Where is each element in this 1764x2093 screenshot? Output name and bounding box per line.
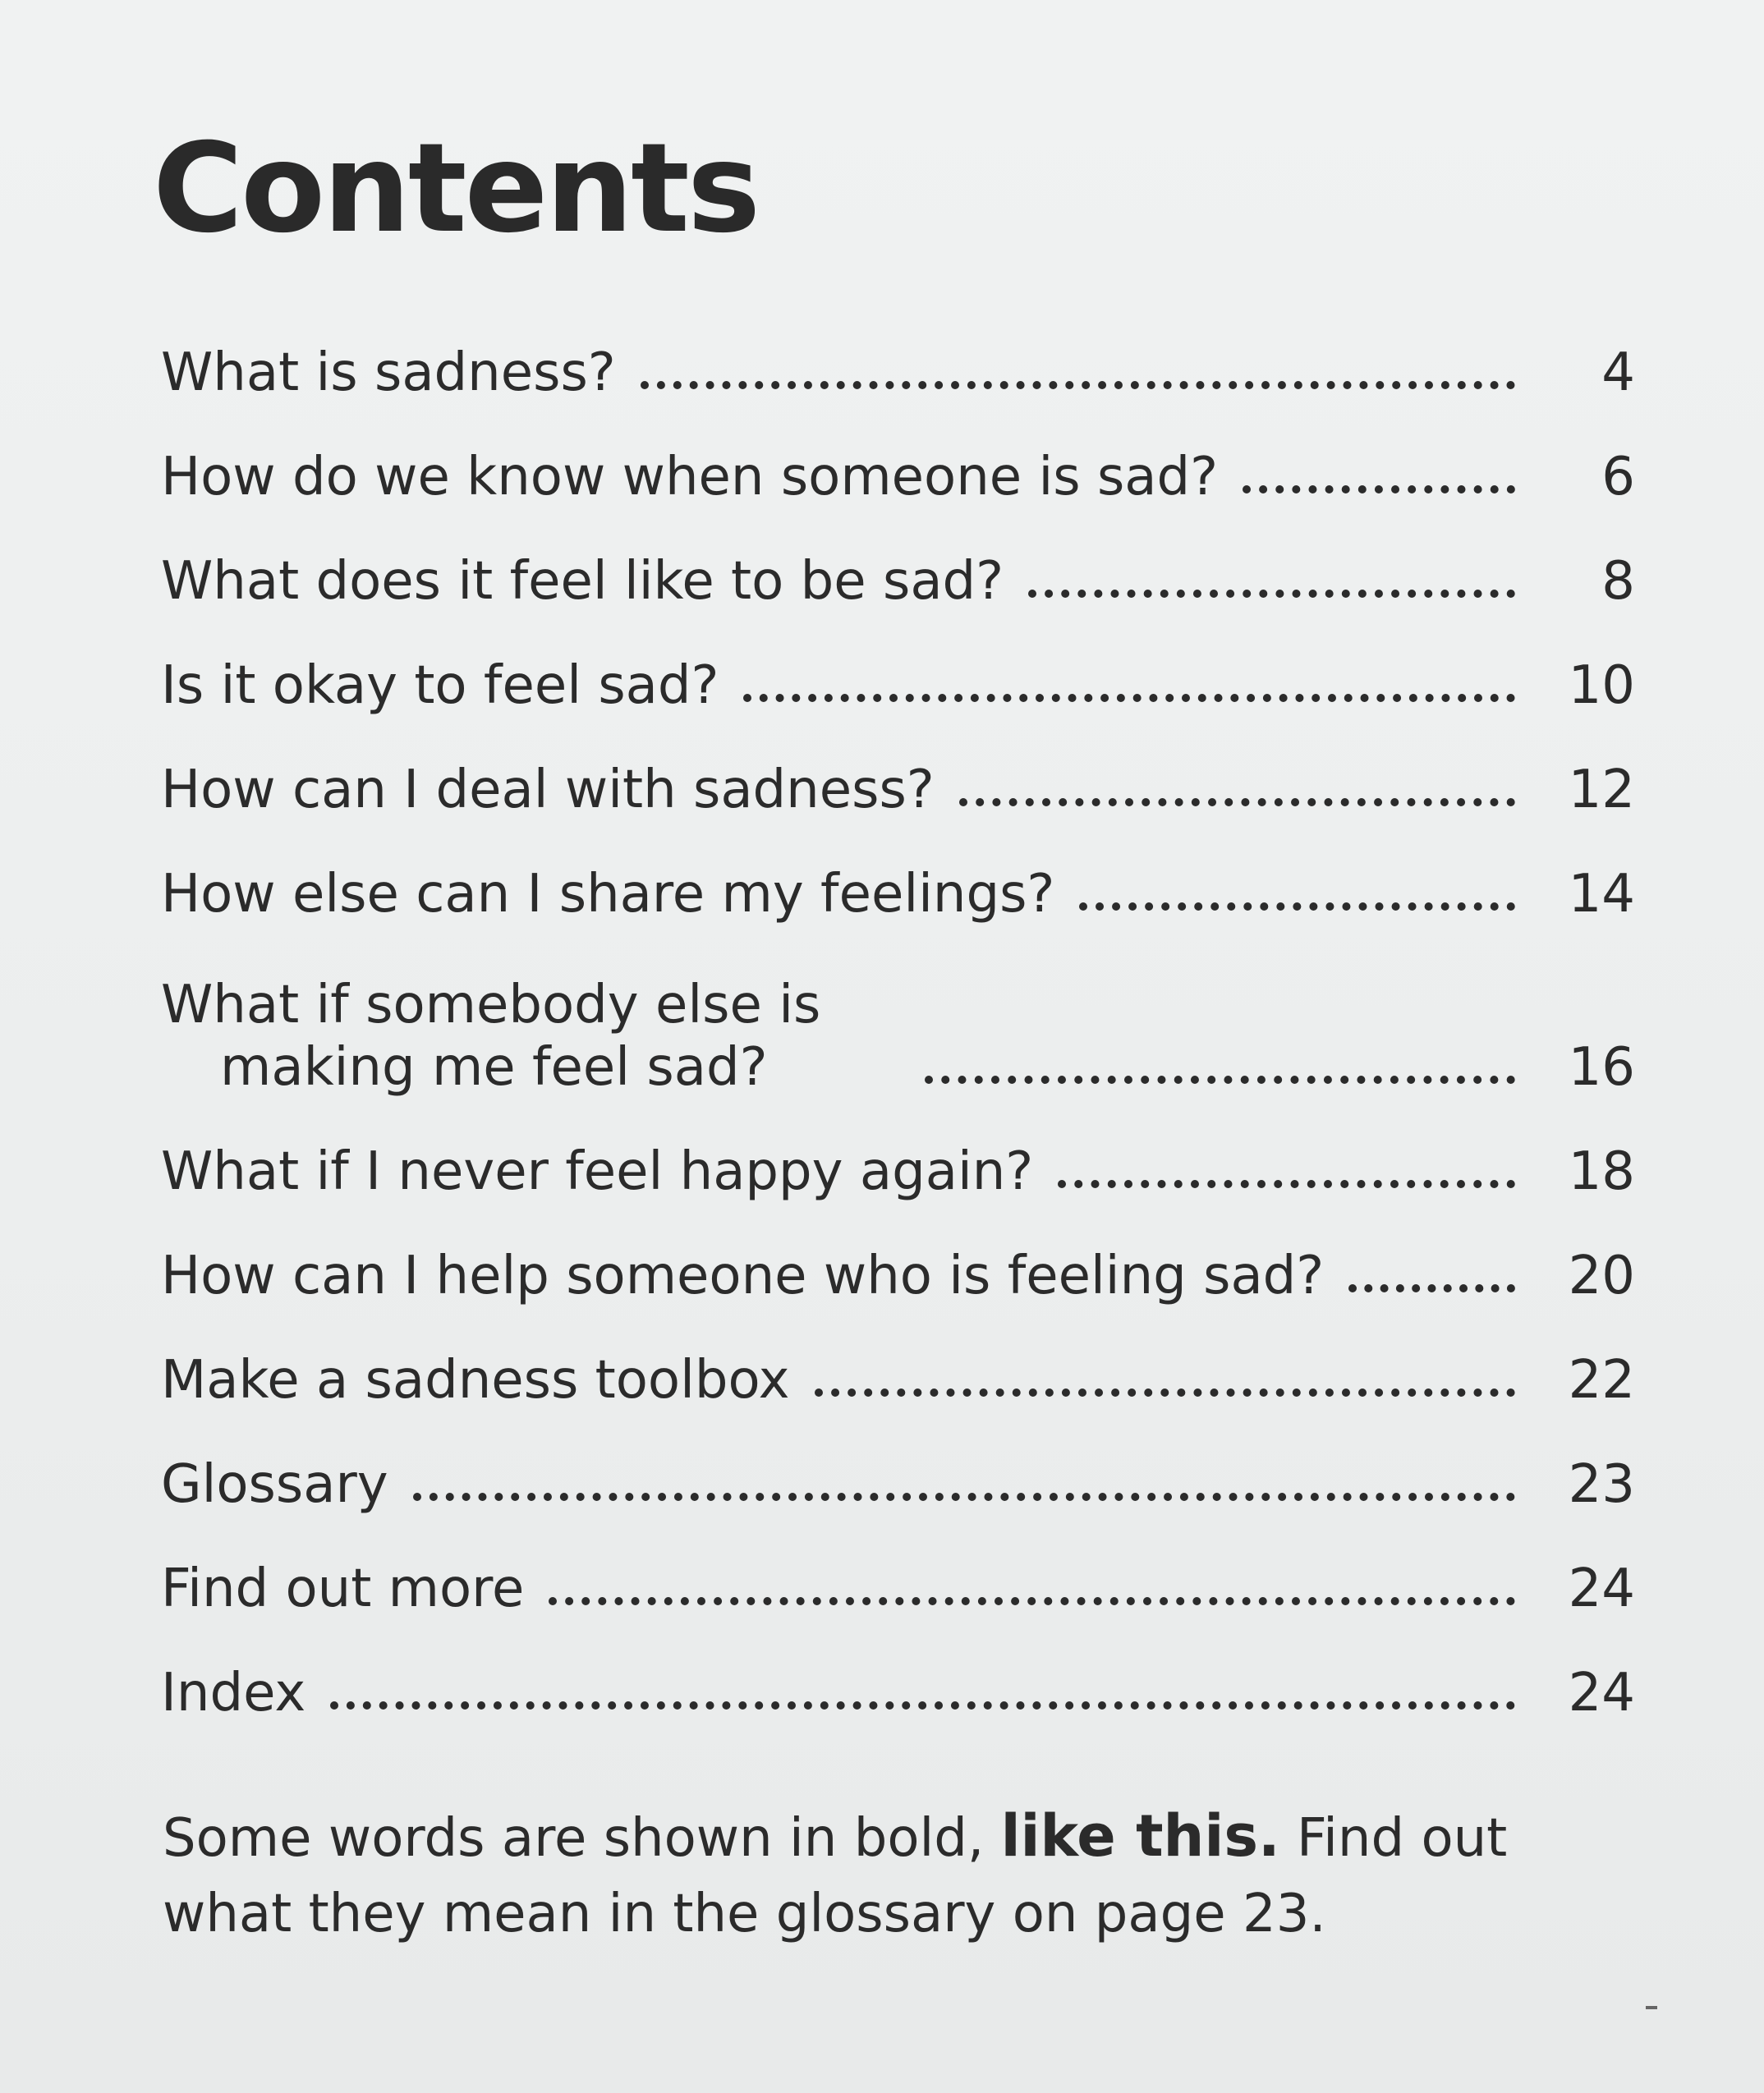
toc-entry-label [161,974,900,1099]
bold-word-example: like this. [1000,1802,1280,1870]
dot-leader [1348,1284,1515,1292]
toc-entry [161,821,1635,925]
dot-leader [1079,902,1515,911]
toc-page-number: 16 [1568,1037,1635,1098]
dot-leader [815,1388,1515,1397]
dot-leader [743,694,1515,702]
toc-entry-label: How else can I share my feelings? [161,864,1055,925]
toc-page-number: 24 [1568,1558,1635,1619]
glossary-note [163,1798,1608,1952]
toc-entry-label: Make a sadness toolbox [161,1350,790,1411]
toc-entry-label: What if I never feel happy again? [161,1141,1034,1202]
toc-entry-label-line2: making me feel sad? [220,1037,768,1098]
dot-leader [549,1597,1515,1605]
glossary-note-text-end: Find out what they mean in the glossary on page 23. [163,1808,1508,1944]
toc-page-number: 8 [1601,551,1635,612]
toc-entry [161,1411,1635,1516]
toc-page-number: 20 [1568,1246,1635,1306]
dot-leader [330,1701,1515,1710]
dot-leader [1028,590,1515,598]
toc-entry-label: Index [161,1663,306,1724]
toc-entry-label: How can I deal with sadness? [161,760,935,820]
toc-entry-label: How do we know when someone is sad? [161,447,1219,507]
table-of-contents [161,300,1635,1724]
dot-leader [959,798,1515,806]
toc-entry [161,300,1635,404]
toc-entry-label: Glossary [161,1454,388,1515]
toc-page-number: 24 [1568,1663,1635,1724]
toc-page-number: 6 [1601,447,1635,507]
toc-page-number: 23 [1568,1454,1635,1515]
toc-entry [161,404,1635,508]
toc-entry [161,925,1635,1099]
dot-leader [1243,485,1515,493]
toc-page-number: 10 [1568,655,1635,716]
toc-page-number: 18 [1568,1141,1635,1202]
dot-leader [925,1076,1515,1084]
toc-entry-label-line1: What if somebody else is [161,975,821,1035]
toc-entry-label: Find out more [161,1558,525,1619]
toc-entry [161,1620,1635,1724]
toc-entry-label: What does it feel like to be sad? [161,551,1004,612]
toc-entry [161,613,1635,717]
glossary-note-text: Some words are shown in bold, [163,1808,985,1869]
page-title: Contents [153,117,759,260]
toc-page-number: 22 [1568,1350,1635,1411]
dot-leader [1058,1180,1515,1188]
toc-entry-label: Is it okay to feel sad? [161,655,719,716]
toc-entry-label: What is sadness? [161,342,616,403]
toc-entry [161,1516,1635,1620]
toc-page-number: 12 [1568,760,1635,820]
dot-leader [641,381,1515,389]
dot-leader [413,1493,1515,1501]
toc-entry [161,508,1635,613]
toc-entry [161,1099,1635,1203]
print-mark [1646,2006,1657,2009]
toc-page-number: 4 [1601,342,1635,403]
toc-entry [161,717,1635,821]
toc-entry-label: How can I help someone who is feeling sad? [161,1246,1325,1306]
toc-page-number: 14 [1568,864,1635,925]
toc-entry [161,1307,1635,1411]
toc-entry [161,1203,1635,1307]
